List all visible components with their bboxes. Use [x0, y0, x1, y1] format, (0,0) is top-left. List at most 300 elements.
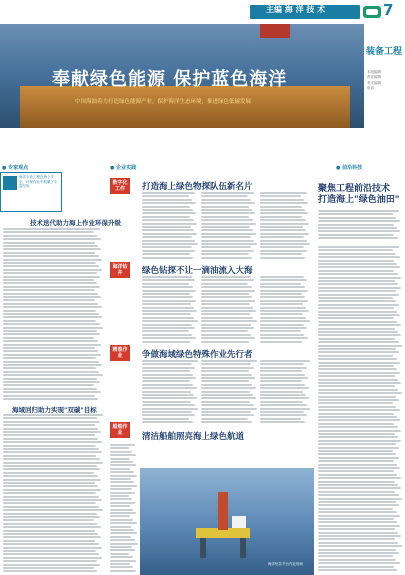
text-line [260, 421, 305, 423]
text-line [3, 567, 94, 569]
text-line [318, 521, 397, 523]
text-line [3, 323, 100, 325]
text-line [110, 563, 130, 565]
text-line [142, 209, 193, 211]
text-line [142, 377, 196, 379]
text-line [318, 372, 400, 374]
text-line [201, 367, 254, 369]
text-line [318, 433, 395, 435]
text-line [318, 501, 396, 503]
text-line [3, 231, 94, 233]
text-line [142, 380, 190, 382]
text-line [260, 408, 310, 410]
text-line [110, 485, 137, 487]
text-line [201, 313, 250, 315]
text-line [201, 414, 254, 416]
text-line [318, 542, 398, 544]
text-line [318, 328, 395, 330]
text-line [3, 516, 100, 518]
text-line [318, 321, 397, 323]
text-line [110, 498, 132, 500]
text-line [260, 219, 306, 221]
text-line [110, 492, 135, 494]
text-line [260, 236, 304, 238]
text-line [260, 212, 308, 214]
text-line [201, 290, 255, 292]
text-line [142, 233, 197, 235]
sidebar [364, 24, 405, 164]
text-line [201, 387, 256, 389]
text-line [260, 367, 307, 369]
text-line [260, 243, 310, 245]
text-line [3, 479, 101, 481]
text-line [201, 243, 257, 245]
text-line [3, 340, 98, 342]
left-headline-1: 技术迭代助力海上作业环保升级 [30, 219, 121, 227]
text-line [142, 337, 196, 339]
text-line [110, 519, 133, 521]
right-headline-line-1: 聚焦工程前沿技术 [318, 184, 391, 194]
text-line [142, 330, 189, 332]
text-line [260, 334, 304, 336]
text-line [3, 364, 102, 366]
text-line [201, 307, 253, 309]
tag-drilling: 海洋钻井 [110, 262, 130, 278]
text-line [3, 506, 99, 508]
text-line [260, 418, 301, 420]
text-line [110, 505, 130, 507]
text-line [201, 283, 248, 285]
ship-hull [260, 24, 290, 38]
text-line [201, 401, 250, 403]
text-line [318, 498, 402, 500]
sidebar-info-line: 美术编辑 [367, 80, 381, 85]
text-line [142, 394, 194, 396]
text-line [110, 512, 136, 514]
text-line [260, 286, 305, 288]
sidebar-info-line: 责任编辑 [367, 75, 381, 80]
text-line [3, 547, 102, 549]
text-line [110, 543, 138, 545]
text-line [318, 382, 401, 384]
text-line [318, 246, 399, 248]
text-line [142, 243, 198, 245]
text-line [3, 361, 99, 363]
text-line [3, 530, 95, 532]
text-line [201, 279, 254, 281]
text-line [260, 253, 302, 255]
text-line [110, 532, 137, 534]
text-line [3, 492, 96, 494]
text-line [110, 447, 129, 449]
text-line [318, 307, 394, 309]
text-line [3, 242, 95, 244]
text-line [260, 401, 303, 403]
sidebar-info [367, 70, 401, 91]
text-line [260, 279, 307, 281]
text-line [318, 538, 395, 540]
text-line [201, 192, 254, 194]
text-line [142, 341, 190, 343]
text-line [318, 416, 397, 418]
text-line [318, 467, 400, 469]
text-line [3, 513, 97, 515]
text-line [318, 338, 395, 340]
text-line [3, 313, 99, 315]
text-line [110, 526, 131, 528]
text-line [142, 320, 198, 322]
text-line [142, 334, 192, 336]
text-line [318, 508, 393, 510]
text-line [260, 414, 307, 416]
text-line [3, 303, 98, 305]
text-line [318, 474, 397, 476]
text-line [201, 212, 255, 214]
text-line [3, 485, 98, 487]
text-line [3, 526, 101, 528]
text-line [318, 419, 400, 421]
text-line [318, 532, 398, 534]
text-line [318, 263, 397, 265]
text-line [318, 447, 399, 449]
text-line [142, 363, 192, 365]
text-line [318, 511, 397, 513]
text-line [110, 549, 135, 551]
text-line [3, 431, 101, 433]
headline-3: 争做海域绿色特殊作业先行者 [142, 350, 253, 360]
text-line [260, 411, 304, 413]
newspaper-logo-icon [362, 3, 382, 21]
text-line [318, 385, 395, 387]
text-line [142, 307, 194, 309]
right-headline [318, 184, 399, 206]
text-line [318, 375, 395, 377]
text-line [3, 468, 100, 470]
text-line [110, 461, 133, 463]
text-line [3, 350, 98, 352]
text-line [110, 502, 135, 504]
text-line [201, 257, 252, 259]
text-line [260, 317, 306, 319]
text-line [260, 223, 309, 225]
text-line [260, 293, 302, 295]
text-line [110, 546, 132, 548]
text-line [318, 256, 400, 258]
text-line [3, 310, 96, 312]
text-line [142, 286, 193, 288]
text-line [110, 556, 133, 558]
headline-2: 绿色钻探不让一滴油流入大海 [142, 266, 253, 276]
text-line [318, 443, 396, 445]
text-line [260, 363, 304, 365]
text-line [142, 303, 191, 305]
text-line [318, 379, 398, 381]
text-line [318, 224, 394, 226]
text-line [142, 374, 193, 376]
text-line [110, 515, 130, 517]
text-line [3, 533, 98, 535]
photo-caption: 海洋钻井平台作业现场 [268, 562, 303, 566]
text-line [201, 240, 254, 242]
text-line [201, 300, 255, 302]
text-line [318, 487, 401, 489]
text-line [142, 300, 196, 302]
text-line [318, 294, 399, 296]
text-line [260, 290, 308, 292]
text-line [3, 262, 96, 264]
text-line [318, 348, 396, 350]
text-line [318, 392, 402, 394]
text-line [201, 226, 250, 228]
text-line [3, 451, 102, 453]
text-line [318, 351, 399, 353]
text-line [3, 337, 94, 339]
oil-rig-icon [188, 488, 258, 558]
text-line [142, 257, 193, 259]
text-line [3, 519, 94, 521]
text-line [318, 464, 397, 466]
text-line [318, 227, 397, 229]
text-line [3, 438, 98, 440]
text-line [260, 303, 303, 305]
text-line [3, 347, 95, 349]
text-line [142, 324, 192, 326]
text-line [3, 523, 97, 525]
text-line [3, 395, 95, 397]
intro-photo [3, 176, 17, 190]
text-line [142, 212, 196, 214]
text-line [3, 293, 98, 295]
text-line [110, 560, 136, 562]
text-line [3, 357, 96, 359]
text-line [110, 481, 134, 483]
text-line [260, 310, 309, 312]
text-line [318, 409, 400, 411]
text-line [3, 238, 101, 240]
text-line [110, 458, 130, 460]
text-line [318, 249, 393, 251]
text-line [260, 380, 302, 382]
text-line [3, 354, 101, 356]
text-line [318, 280, 395, 282]
text-line [142, 276, 192, 278]
text-line [201, 216, 249, 218]
text-line [142, 283, 189, 285]
text-line [318, 545, 402, 547]
text-line [3, 540, 95, 542]
left-headline-2: 海域回归助力实现"双碳"目标 [12, 406, 97, 414]
text-line [3, 509, 103, 511]
text-line [3, 564, 100, 566]
text-line [3, 320, 96, 322]
text-line [142, 401, 191, 403]
text-line [318, 389, 398, 391]
text-line [318, 525, 400, 527]
text-line [3, 269, 102, 271]
text-line [142, 279, 195, 281]
text-line [3, 448, 99, 450]
text-line [318, 358, 397, 360]
text-line [3, 330, 97, 332]
text-line [110, 471, 134, 473]
text-line [3, 499, 102, 501]
text-line [260, 195, 301, 197]
text-line [318, 304, 399, 306]
text-line [260, 374, 305, 376]
tag-digital: 数字化工作 [110, 178, 130, 194]
text-line [201, 421, 252, 423]
text-line [318, 355, 393, 357]
text-line [318, 460, 394, 462]
text-line [318, 549, 396, 551]
text-line [3, 255, 99, 257]
text-line [3, 344, 101, 346]
text-line [318, 423, 394, 425]
text-line [110, 536, 131, 538]
text-line [110, 468, 130, 470]
text-line [260, 296, 305, 298]
text-line [3, 421, 100, 423]
text-line [3, 570, 97, 572]
text-line [201, 293, 249, 295]
text-line [3, 414, 103, 416]
text-line [260, 330, 301, 332]
text-line [142, 290, 196, 292]
section-title: 装备工程 [366, 47, 403, 57]
text-line [318, 436, 398, 438]
text-line [110, 522, 137, 524]
text-line [3, 417, 97, 419]
text-line [201, 404, 254, 406]
text-line [318, 365, 394, 367]
text-line [3, 489, 101, 491]
text-line [201, 391, 250, 393]
text-line [3, 543, 99, 545]
text-line [260, 397, 309, 399]
text-line [3, 306, 102, 308]
text-line [142, 414, 195, 416]
tag-precision: 精准作业 [110, 345, 130, 361]
text-line [142, 327, 195, 329]
text-line [260, 202, 308, 204]
text-line [3, 482, 95, 484]
text-line [318, 484, 398, 486]
text-line [260, 324, 304, 326]
text-line [142, 253, 190, 255]
text-line [201, 411, 251, 413]
headline-4: 清洁船舶照亮海上绿色航道 [142, 432, 245, 442]
text-line [201, 209, 252, 211]
text-line [3, 475, 98, 477]
text-line [201, 341, 249, 343]
text-line [3, 398, 98, 400]
text-line [3, 434, 95, 436]
sidebar-info-line: 电话 [367, 85, 374, 90]
text-line [260, 404, 307, 406]
text-line [110, 488, 132, 490]
text-line [3, 388, 97, 390]
text-line [142, 240, 195, 242]
text-line [318, 234, 394, 236]
text-line [260, 233, 309, 235]
text-line [260, 206, 302, 208]
text-line [142, 195, 189, 197]
text-line [201, 370, 249, 372]
text-line [260, 370, 302, 372]
text-line [3, 496, 99, 498]
text-line [142, 206, 190, 208]
text-line [318, 283, 398, 285]
text-line [201, 250, 254, 252]
text-line [142, 199, 192, 201]
text-line [201, 394, 253, 396]
hero-title: 奉献绿色能源 保护蓝色海洋 [52, 69, 288, 90]
drilling-platform-photo [140, 468, 314, 575]
text-line [260, 250, 307, 252]
text-line [3, 367, 96, 369]
text-line [260, 246, 304, 248]
text-line [318, 562, 400, 564]
text-line [201, 246, 251, 248]
text-line [3, 259, 102, 261]
text-line [3, 316, 102, 318]
text-line [318, 314, 400, 316]
text-line [3, 286, 100, 288]
text-line [318, 569, 397, 571]
intro-text: 海洋石油工程在海上安全、环保作业中积累了丰富经验 [19, 175, 58, 189]
text-line [142, 360, 198, 362]
text-line [3, 299, 95, 301]
text-line [318, 566, 394, 568]
text-line [3, 441, 102, 443]
text-line [318, 453, 396, 455]
text-line [110, 464, 136, 466]
text-line [318, 518, 394, 520]
text-line [201, 199, 251, 201]
text-line [260, 199, 304, 201]
text-line [318, 440, 401, 442]
sidebar-info-line: 本版编辑 [367, 70, 381, 74]
text-line [260, 320, 310, 322]
text-line [201, 229, 253, 231]
text-line [142, 313, 191, 315]
text-line [142, 236, 192, 238]
text-line [260, 391, 303, 393]
text-line [3, 381, 100, 383]
text-line [142, 391, 191, 393]
text-line [318, 494, 399, 496]
text-line [201, 337, 255, 339]
text-line [318, 406, 396, 408]
text-line [142, 229, 194, 231]
text-line [3, 462, 103, 464]
text-line [3, 333, 100, 335]
text-line [260, 387, 309, 389]
text-line [201, 253, 249, 255]
text-line [318, 396, 396, 398]
text-line [318, 277, 401, 279]
text-line [3, 279, 94, 281]
text-line [3, 282, 97, 284]
text-line [110, 451, 132, 453]
text-line [201, 324, 251, 326]
text-line [110, 475, 137, 477]
text-line [201, 327, 254, 329]
text-line [3, 327, 103, 329]
text-line [201, 380, 249, 382]
text-line [201, 334, 251, 336]
text-line [260, 337, 308, 339]
